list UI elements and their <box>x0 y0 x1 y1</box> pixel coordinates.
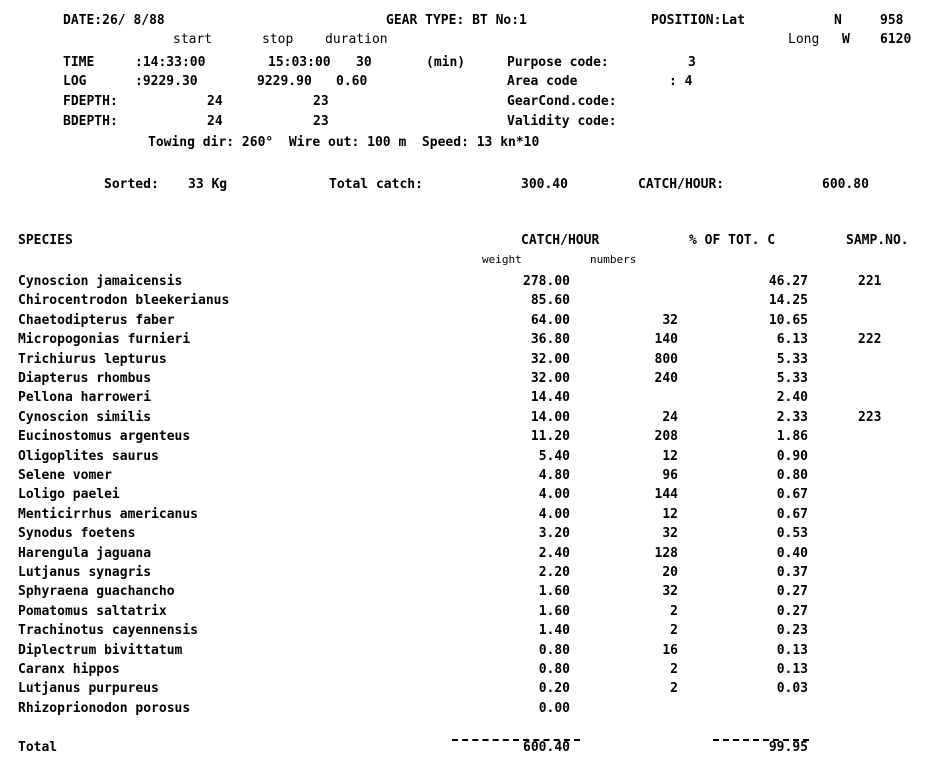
numbers-value: 12 <box>662 449 678 464</box>
weight-value: 32.00 <box>530 352 570 367</box>
percent-value: 0.13 <box>776 643 808 658</box>
species-name: Cynoscion similis <box>18 410 152 425</box>
species-name: Harengula jaguana <box>18 546 152 561</box>
species-name: Diapterus rhombus <box>18 371 152 386</box>
weight-value: 0.20 <box>538 681 570 696</box>
column-duration: duration <box>325 32 388 47</box>
fdepth-start: 24 <box>207 94 223 109</box>
bdepth-stop: 23 <box>313 114 329 129</box>
species-name: Menticirrhus americanus <box>18 507 199 522</box>
species-name: Eucinostomus argenteus <box>18 429 191 444</box>
numbers-value: 2 <box>670 681 678 696</box>
percent-value: 0.37 <box>776 565 808 580</box>
weight-value: 36.80 <box>530 332 570 347</box>
percent-value: 2.33 <box>776 410 808 425</box>
column-start: start <box>173 32 213 47</box>
weight-value: 4.80 <box>538 468 570 483</box>
catch-per-hour-column-header: CATCH/HOUR <box>521 233 600 248</box>
percent-value: 0.23 <box>776 623 808 638</box>
numbers-value: 96 <box>662 468 678 483</box>
species-name: Diplectrum bivittatum <box>18 643 183 658</box>
percent-value: 0.53 <box>776 526 808 541</box>
time-stop: 15:03:00 <box>268 55 331 70</box>
numbers-value: 16 <box>662 643 678 658</box>
purpose-code-label: Purpose code: <box>507 55 609 70</box>
date: DATE:26/ 8/88 <box>63 13 165 28</box>
species-name: Synodus foetens <box>18 526 136 541</box>
bdepth-label: BDEPTH: <box>63 114 118 129</box>
catch-per-hour-value: 600.80 <box>822 177 869 192</box>
numbers-subheader: numbers <box>590 253 637 266</box>
position-label: POSITION:Lat <box>651 13 745 28</box>
species-column-header: SPECIES <box>18 233 73 248</box>
weight-value: 32.00 <box>530 371 570 386</box>
gear-condition-label: GearCond.code: <box>507 94 617 109</box>
numbers-value: 128 <box>654 546 678 561</box>
species-name: Lutjanus purpureus <box>18 681 159 696</box>
percent-value: 46.27 <box>768 274 808 289</box>
weight-value: 3.20 <box>538 526 570 541</box>
percent-of-total-column-header: % OF TOT. C <box>689 233 776 248</box>
weight-value: 14.40 <box>530 390 570 405</box>
species-name: Trichiurus lepturus <box>18 352 167 367</box>
weight-subheader: weight <box>482 253 522 266</box>
time-start: :14:33:00 <box>135 55 206 70</box>
weight-value: 14.00 <box>530 410 570 425</box>
species-name: Micropogonias furnieri <box>18 332 191 347</box>
weight-value: 85.60 <box>530 293 570 308</box>
numbers-value: 800 <box>654 352 678 367</box>
percent-value: 14.25 <box>768 293 808 308</box>
lat-direction: N <box>834 13 842 28</box>
weight-value: 11.20 <box>530 429 570 444</box>
catch-per-hour-label: CATCH/HOUR: <box>638 177 725 192</box>
sorted-label: Sorted: <box>104 177 159 192</box>
weight-value: 64.00 <box>530 313 570 328</box>
percent-value: 0.67 <box>776 507 808 522</box>
towing-info: Towing dir: 260° Wire out: 100 m Speed: 13 kn*10 <box>148 135 540 150</box>
species-name: Selene vomer <box>18 468 112 483</box>
percent-value: 0.90 <box>776 449 808 464</box>
weight-value: 1.40 <box>538 623 570 638</box>
percent-value: 0.03 <box>776 681 808 696</box>
percent-value: 0.13 <box>776 662 808 677</box>
percent-value: 10.65 <box>768 313 808 328</box>
weight-value: 278.00 <box>523 274 570 289</box>
species-name: Cynoscion jamaicensis <box>18 274 183 289</box>
log-label: LOG <box>63 74 87 89</box>
numbers-value: 32 <box>662 526 678 541</box>
weight-value: 4.00 <box>538 507 570 522</box>
percent-value: 0.80 <box>776 468 808 483</box>
weight-value: 0.00 <box>538 701 570 716</box>
sample-number: 223 <box>858 410 882 425</box>
weight-value: 1.60 <box>538 584 570 599</box>
species-name: Oligoplites saurus <box>18 449 159 464</box>
long-label: Long <box>788 32 820 47</box>
species-name: Rhizoprionodon porosus <box>18 701 191 716</box>
percent-value: 0.27 <box>776 584 808 599</box>
time-duration: 30 <box>356 55 372 70</box>
total-percent: 99.95 <box>768 740 808 755</box>
sample-number: 221 <box>858 274 882 289</box>
bdepth-start: 24 <box>207 114 223 129</box>
species-name: Chaetodipterus faber <box>18 313 175 328</box>
long-value: 6120 <box>880 32 912 47</box>
fdepth-label: FDEPTH: <box>63 94 118 109</box>
sorted-value: 33 Kg <box>188 177 228 192</box>
species-name: Lutjanus synagris <box>18 565 152 580</box>
species-name: Caranx hippos <box>18 662 120 677</box>
numbers-value: 32 <box>662 584 678 599</box>
weight-value: 5.40 <box>538 449 570 464</box>
species-name: Sphyraena guachancho <box>18 584 175 599</box>
total-catch-value: 300.40 <box>521 177 568 192</box>
numbers-value: 240 <box>654 371 678 386</box>
numbers-value: 140 <box>654 332 678 347</box>
purpose-code-value: 3 <box>688 55 696 70</box>
numbers-value: 12 <box>662 507 678 522</box>
long-direction: W <box>842 32 850 47</box>
area-code-value: : 4 <box>669 74 693 89</box>
lat-value: 958 <box>880 13 904 28</box>
percent-value: 5.33 <box>776 371 808 386</box>
validity-code-label: Validity code: <box>507 114 617 129</box>
weight-value: 1.60 <box>538 604 570 619</box>
sample-number-column-header: SAMP.NO. <box>846 233 909 248</box>
species-name: Trachinotus cayennensis <box>18 623 199 638</box>
weight-value: 0.80 <box>538 662 570 677</box>
percent-value: 0.27 <box>776 604 808 619</box>
log-duration: 0.60 <box>336 74 368 89</box>
species-name: Pellona harroweri <box>18 390 152 405</box>
numbers-value: 32 <box>662 313 678 328</box>
percent-value: 6.13 <box>776 332 808 347</box>
total-weight: 600.40 <box>523 740 570 755</box>
column-stop: stop <box>262 32 294 47</box>
numbers-value: 24 <box>662 410 678 425</box>
percent-value: 1.86 <box>776 429 808 444</box>
area-code-label: Area code <box>507 74 578 89</box>
numbers-value: 20 <box>662 565 678 580</box>
numbers-value: 208 <box>654 429 678 444</box>
numbers-value: 144 <box>654 487 678 502</box>
log-stop: 9229.90 <box>257 74 312 89</box>
percent-value: 5.33 <box>776 352 808 367</box>
percent-value: 2.40 <box>776 390 808 405</box>
weight-value: 4.00 <box>538 487 570 502</box>
time-unit: (min) <box>426 55 466 70</box>
time-label: TIME <box>63 55 95 70</box>
total-label: Total <box>18 740 58 755</box>
species-name: Chirocentrodon bleekerianus <box>18 293 230 308</box>
percent-value: 0.40 <box>776 546 808 561</box>
log-start: :9229.30 <box>135 74 198 89</box>
numbers-value: 2 <box>670 604 678 619</box>
total-catch-label: Total catch: <box>329 177 423 192</box>
sample-number: 222 <box>858 332 882 347</box>
numbers-value: 2 <box>670 662 678 677</box>
gear-type: GEAR TYPE: BT No:1 <box>386 13 527 28</box>
weight-value: 2.40 <box>538 546 570 561</box>
percent-value: 0.67 <box>776 487 808 502</box>
species-name: Pomatomus saltatrix <box>18 604 167 619</box>
weight-value: 0.80 <box>538 643 570 658</box>
weight-value: 2.20 <box>538 565 570 580</box>
fdepth-stop: 23 <box>313 94 329 109</box>
numbers-value: 2 <box>670 623 678 638</box>
species-name: Loligo paelei <box>18 487 120 502</box>
